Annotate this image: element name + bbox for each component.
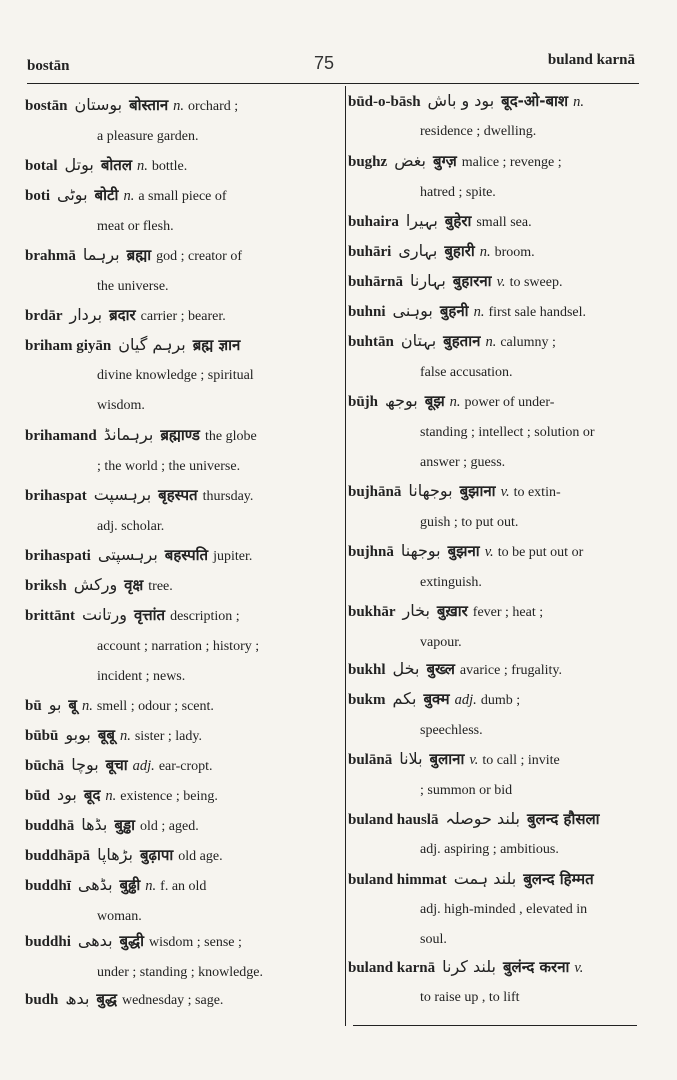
entry-hindi: बुलन्द हौसला: [526, 810, 600, 828]
entry-gloss: dumb ;: [480, 693, 521, 708]
entry-headword: boti: [25, 188, 51, 204]
dictionary-entry: [348, 596, 644, 658]
dictionary-entry: [25, 840, 330, 872]
entry-headword: bostān: [25, 98, 68, 114]
entry-hindi: बुड्ढा: [114, 816, 135, 834]
entry-hindi: बुद्धी: [119, 932, 144, 950]
entry-headword: bujhnā: [348, 544, 394, 560]
page-number: 75: [314, 53, 335, 73]
entry-gloss-continuation: standing ; intellect ; solution or: [420, 425, 595, 440]
entry-urdu: بوجھنا: [400, 541, 441, 560]
entry-headword: buhārnā: [348, 274, 404, 290]
entry-part-of-speech: n.: [479, 244, 491, 260]
dictionary-entry: [25, 690, 330, 722]
entry-gloss: existence ; being.: [120, 789, 218, 804]
entry-urdu: بو: [48, 695, 62, 714]
entry-gloss-continuation: residence ; dwelling.: [420, 124, 537, 139]
dictionary-entry: [25, 540, 330, 572]
entry-part-of-speech: adj.: [132, 758, 155, 774]
entry-hindi: बुहारना: [452, 272, 492, 290]
entry-gloss: first sale handsel.: [488, 305, 587, 320]
entry-urdu: بوتل: [64, 155, 94, 174]
header-right-guideword: buland karnā: [547, 52, 635, 68]
entry-hindi: बोतल: [100, 156, 132, 174]
entry-headword: briksh: [25, 578, 67, 594]
entry-headword: brahmā: [25, 248, 76, 264]
entry-gloss-continuation: false accusation.: [420, 365, 513, 380]
entry-headword: brihamand: [25, 428, 97, 444]
entry-headword: bulānā: [348, 752, 393, 768]
entry-part-of-speech: n.: [81, 698, 93, 714]
entry-headword: būd: [25, 788, 51, 804]
dictionary-entry: [348, 684, 644, 746]
dictionary-entry: [348, 744, 644, 806]
entry-urdu: بغض: [394, 151, 426, 170]
entry-gloss: thursday.: [202, 489, 254, 504]
entry-urdu: بکم: [392, 689, 417, 708]
entry-headword: būchā: [25, 758, 65, 774]
entry-hindi: बोस्तान: [129, 96, 169, 114]
top-rule: [27, 83, 639, 84]
entry-gloss-continuation: under ; standing ; knowledge.: [97, 965, 264, 980]
page-header: [0, 0, 677, 90]
entry-headword: bukm: [348, 692, 386, 708]
entry-urdu: بوٹی: [57, 185, 88, 204]
entry-headword: buhaira: [348, 214, 399, 230]
entry-gloss-continuation: divine knowledge ; spiritual: [97, 368, 254, 383]
entry-urdu: برہما: [82, 245, 120, 264]
entry-hindi: ब्रदार: [109, 306, 136, 324]
entry-headword: budh: [25, 992, 59, 1008]
entry-gloss: wednesday ; sage.: [121, 993, 224, 1008]
entry-hindi: बुग्ज़: [432, 152, 457, 170]
entry-hindi: ब्रह्माण्ड: [160, 426, 200, 444]
dictionary-entry: [25, 330, 330, 421]
entry-gloss: carrier ; bearer.: [140, 309, 226, 324]
entry-headword: brihaspat: [25, 488, 87, 504]
entry-headword: būd-o-bāsh: [348, 94, 421, 110]
entry-headword: buhni: [348, 304, 386, 320]
entry-urdu: بہارنا: [410, 271, 446, 290]
entry-hindi: बुलाना: [429, 750, 465, 768]
entry-headword: brittānt: [25, 608, 75, 624]
entry-urdu: بہتان: [400, 331, 437, 350]
entry-urdu: بلند کرنا: [442, 957, 496, 976]
entry-gloss: to sweep.: [509, 275, 563, 290]
entry-gloss: god ; creator of: [156, 249, 243, 264]
entry-headword: buland himmat: [348, 872, 447, 888]
entry-hindi: बू: [68, 696, 77, 714]
entry-headword: bujhānā: [348, 484, 402, 500]
entry-part-of-speech: v.: [574, 960, 584, 976]
entry-gloss-continuation: ; the world ; the universe.: [97, 459, 241, 474]
entry-headword: buhāri: [348, 244, 392, 260]
entry-hindi: बहस्पति: [164, 546, 209, 564]
dictionary-entry: [25, 810, 330, 842]
dictionary-entry: [25, 926, 330, 988]
entry-hindi: बुझना: [447, 542, 480, 560]
entry-urdu: بدھی: [77, 931, 113, 950]
entry-gloss-continuation: wisdom.: [97, 398, 145, 413]
dictionary-entry: [25, 750, 330, 782]
dictionary-entry: [348, 476, 644, 538]
entry-part-of-speech: v.: [496, 274, 506, 290]
entry-gloss-continuation: answer ; guess.: [420, 455, 506, 470]
entry-headword: botal: [25, 158, 58, 174]
dictionary-entry: [348, 804, 644, 865]
column-divider: [345, 86, 346, 1026]
entry-urdu: بلانا: [399, 749, 423, 768]
entry-part-of-speech: n.: [105, 788, 117, 804]
entry-urdu: بوہنی: [392, 301, 433, 320]
entry-headword: būbū: [25, 728, 59, 744]
entry-hindi: बुढ्ढी: [119, 876, 141, 894]
entry-urdu: بڑھاپا: [97, 845, 133, 864]
entry-gloss: f. an old: [160, 879, 207, 894]
entry-urdu: برہسپتی: [97, 545, 158, 564]
entry-gloss-continuation: meat or flesh.: [97, 219, 174, 234]
entry-gloss-continuation: guish ; to put out.: [420, 515, 519, 530]
entry-gloss: power of under-: [464, 395, 555, 410]
entry-gloss: old age.: [178, 849, 223, 864]
entry-gloss-continuation: a pleasure garden.: [97, 129, 199, 144]
entry-gloss-continuation: extinguish.: [420, 575, 482, 590]
entry-gloss-continuation: soul.: [420, 932, 447, 947]
dictionary-entry: [25, 780, 330, 812]
entry-urdu: بوبو: [65, 725, 91, 744]
entry-headword: brihaspati: [25, 548, 91, 564]
entry-urdu: برہسپت: [93, 485, 152, 504]
entry-gloss: ear-cropt.: [158, 759, 213, 774]
entry-part-of-speech: n.: [173, 98, 185, 114]
dictionary-entry: [25, 90, 330, 152]
entry-urdu: بہیرا: [405, 211, 438, 230]
dictionary-entry: [348, 864, 644, 955]
entry-headword: buddhī: [25, 878, 71, 894]
entry-gloss-continuation: the universe.: [97, 279, 169, 294]
entry-part-of-speech: n.: [119, 728, 131, 744]
bottom-rule: [353, 1025, 637, 1026]
entry-urdu: بوستان: [74, 95, 123, 114]
entry-hindi: बुहतान: [443, 332, 481, 350]
entry-gloss: to extin-: [513, 485, 561, 500]
entry-headword: bū: [25, 698, 42, 714]
dictionary-entry: [348, 146, 644, 208]
entry-headword: būjh: [348, 394, 379, 410]
entry-headword: buland hauslā: [348, 812, 439, 828]
entry-urdu: بڈھا: [81, 815, 108, 834]
entry-gloss-continuation: vapour.: [420, 635, 462, 650]
entry-urdu: بلند حوصلہ: [445, 809, 520, 828]
entry-hindi: ब्रह्म ज्ञान: [192, 336, 241, 354]
entry-gloss: smell ; odour ; scent.: [96, 699, 214, 714]
entry-gloss: orchard ;: [188, 99, 239, 114]
entry-gloss: tree.: [148, 579, 173, 594]
entry-hindi: बुद्ध: [96, 990, 117, 1008]
dictionary-entry: [25, 870, 330, 932]
entry-urdu: بردار: [69, 305, 103, 324]
entry-hindi: ब्रह्मा: [126, 246, 152, 264]
entry-urdu: بود و باش: [427, 91, 495, 110]
dictionary-entry: [25, 150, 330, 182]
entry-gloss-continuation: hatred ; spite.: [420, 185, 496, 200]
entry-hindi: बृहस्पत: [158, 486, 198, 504]
entry-gloss: bottle.: [151, 159, 188, 174]
entry-part-of-speech: n.: [136, 158, 148, 174]
entry-hindi: बूबू: [97, 726, 115, 744]
dictionary-entry: [25, 420, 330, 482]
entry-hindi: बुख्ल: [426, 660, 455, 678]
entry-headword: bukhār: [348, 604, 396, 620]
entry-gloss-continuation: speechless.: [420, 723, 483, 738]
entry-urdu: برہم گیان: [118, 335, 186, 354]
entry-part-of-speech: v.: [469, 752, 479, 768]
entry-gloss: wisdom ; sense ;: [148, 935, 242, 950]
dictionary-entry: [25, 720, 330, 752]
entry-hindi: बूद: [83, 786, 101, 804]
entry-gloss: description ;: [170, 609, 240, 624]
entry-gloss: a small piece of: [138, 189, 227, 204]
entry-hindi: बुहनी: [439, 302, 469, 320]
entry-gloss-continuation: to raise up , to lift: [420, 990, 520, 1005]
entry-hindi: बूचा: [105, 756, 128, 774]
entry-gloss: fever ; heat ;: [472, 605, 544, 620]
dictionary-entry: [25, 180, 330, 242]
entry-urdu: بڈھی: [77, 875, 113, 894]
entry-gloss: old ; aged.: [139, 819, 199, 834]
entry-hindi: बुहेरा: [444, 212, 472, 230]
entry-headword: buddhi: [25, 934, 71, 950]
entry-hindi: बूझ: [424, 392, 445, 410]
entry-hindi: बुलंन्द करना: [502, 958, 570, 976]
dictionary-entry: [25, 600, 330, 692]
entry-gloss-continuation: ; summon or bid: [420, 783, 513, 798]
entry-gloss: to be put out or: [497, 545, 584, 560]
entry-urdu: ورکش: [73, 575, 118, 594]
entry-headword: bukhl: [348, 662, 386, 678]
header-left-guideword: bostān: [27, 58, 70, 74]
dictionary-entry: [25, 984, 330, 1016]
dictionary-entry: [348, 536, 644, 598]
entry-gloss-continuation: adj. high-minded , elevated in: [420, 902, 588, 917]
entry-urdu: بود: [57, 785, 77, 804]
entry-urdu: ورتانت: [82, 605, 127, 624]
entry-headword: brdār: [25, 308, 63, 324]
entry-urdu: بوچا: [71, 755, 99, 774]
entry-gloss-continuation: woman.: [97, 909, 142, 924]
dictionary-entry: [25, 300, 330, 332]
dictionary-entry: [25, 240, 330, 302]
entry-part-of-speech: adj.: [454, 692, 477, 708]
entry-gloss: to call ; invite: [482, 753, 560, 768]
entry-gloss-continuation: incident ; news.: [97, 669, 186, 684]
entry-headword: bughz: [348, 154, 388, 170]
entry-headword: briham giyān: [25, 338, 112, 354]
entry-gloss: avarice ; frugality.: [459, 663, 563, 678]
entry-hindi: बुक्म: [423, 690, 450, 708]
entry-urdu: بخار: [402, 601, 430, 620]
entry-urdu: بلند ہمت: [453, 869, 517, 888]
entry-gloss-continuation: account ; narration ; history ;: [97, 639, 260, 654]
entry-part-of-speech: v.: [484, 544, 494, 560]
entry-hindi: बुलन्द हिम्मत: [523, 870, 594, 888]
entry-urdu: بوجھانا: [408, 481, 453, 500]
entry-hindi: बुझाना: [459, 482, 496, 500]
entry-gloss: jupiter.: [213, 549, 253, 564]
entry-urdu: بخل: [392, 659, 420, 678]
entry-part-of-speech: n.: [485, 334, 497, 350]
entry-gloss: small sea.: [476, 215, 532, 230]
entry-hindi: बुख़ार: [436, 602, 468, 620]
entry-headword: buland karnā: [348, 960, 436, 976]
dictionary-entry: [348, 86, 644, 147]
dictionary-entry: [348, 296, 644, 328]
entry-gloss-continuation: adj. scholar.: [97, 519, 165, 534]
entry-part-of-speech: n.: [449, 394, 461, 410]
entry-urdu: بہاری: [398, 241, 438, 260]
dictionary-entry: [348, 236, 644, 268]
entry-urdu: برہمانڈ: [103, 425, 154, 444]
entry-part-of-speech: n.: [573, 94, 585, 110]
dictionary-entry: [25, 570, 330, 602]
entry-headword: buhtān: [348, 334, 394, 350]
entry-part-of-speech: v.: [500, 484, 510, 500]
entry-hindi: बोटी: [94, 186, 119, 204]
entry-urdu: بوجھ: [385, 391, 418, 410]
entry-gloss: the globe: [204, 429, 257, 444]
entry-hindi: बुहारी: [444, 242, 475, 260]
entry-headword: buddhāpā: [25, 848, 91, 864]
dictionary-entry: [348, 206, 644, 238]
entry-headword: buddhā: [25, 818, 75, 834]
entry-hindi: बूद-ओ-बाश: [501, 92, 569, 110]
dictionary-entry: [348, 266, 644, 298]
entry-part-of-speech: n.: [123, 188, 135, 204]
dictionary-entry: [348, 386, 644, 478]
entry-gloss: calumny ;: [500, 335, 556, 350]
dictionary-entry: [348, 326, 644, 388]
dictionary-entry: [348, 654, 644, 686]
entry-part-of-speech: n.: [145, 878, 157, 894]
entry-urdu: بدھ: [65, 989, 90, 1008]
entry-gloss: malice ; revenge ;: [461, 155, 562, 170]
entry-part-of-speech: n.: [473, 304, 485, 320]
entry-gloss-continuation: adj. aspiring ; ambitious.: [420, 842, 559, 857]
dictionary-entry: [25, 480, 330, 542]
entry-hindi: वृत्तांत: [133, 606, 166, 624]
entry-hindi: वृक्ष: [124, 576, 144, 594]
entry-hindi: बुढ़ापा: [139, 846, 174, 864]
dictionary-entry: [348, 952, 644, 1013]
entry-gloss: sister ; lady.: [134, 729, 202, 744]
entry-gloss: broom.: [494, 245, 535, 260]
